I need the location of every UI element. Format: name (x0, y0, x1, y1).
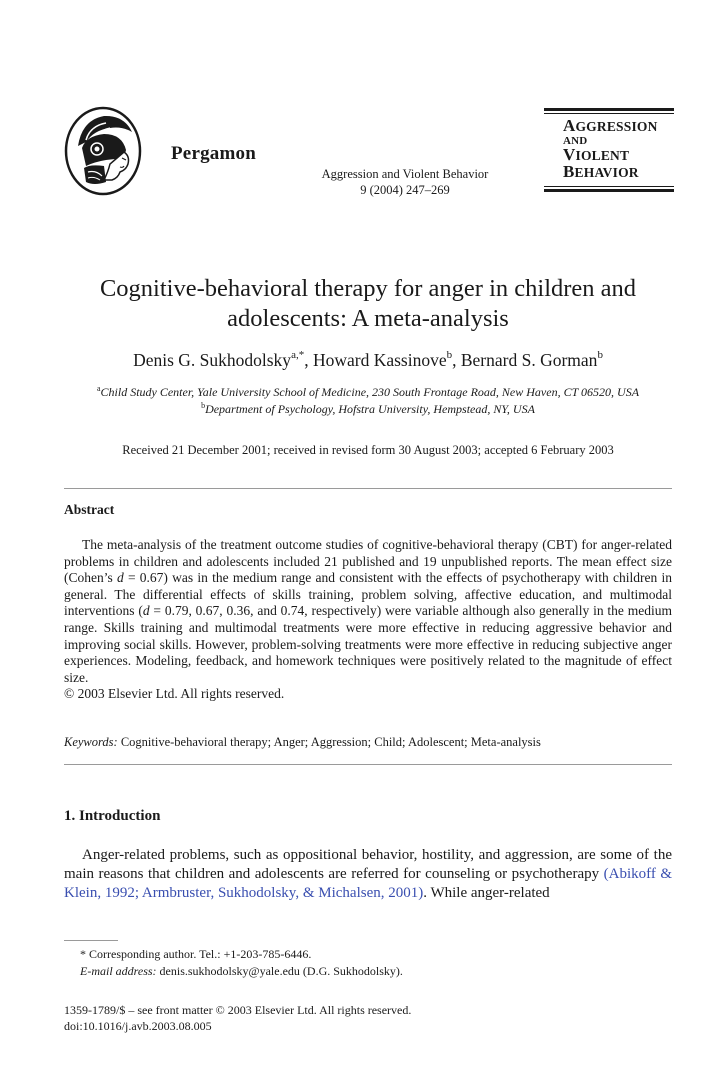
journal-logo-rule-top (544, 108, 674, 114)
email-label: E-mail address: (80, 964, 157, 978)
issn-line: 1359-1789/$ – see front matter © 2003 Elsevier Ltd. All rights reserved. (64, 1003, 412, 1017)
divider (64, 488, 672, 489)
article-title (40, 274, 696, 334)
introduction-text: . While anger-related (423, 885, 550, 902)
abstract-copyright: © 2003 Elsevier Ltd. All rights reserved. (64, 686, 285, 702)
author-affiliation-mark: b (597, 349, 603, 361)
journal-issue: 9 (2004) 247–269 (360, 183, 450, 197)
abstract-body (64, 537, 672, 703)
author-affiliation-mark: a,* (291, 349, 305, 361)
affiliation (40, 402, 696, 417)
citation-link[interactable]: (Abikoff & Klein, 1992; Armbruster, Sukhodolsky, & Michalsen, 2001) (64, 866, 673, 902)
publisher-name: Pergamon (171, 143, 256, 164)
doi-line: doi:10.1016/j.avb.2003.08.005 (64, 1019, 212, 1033)
author-affiliation-mark: b (446, 349, 453, 361)
affiliation-text: Child Study Center, Yale University School of Medicine, 230 South Frontage Road, New Haven, CT 06520, USA (100, 385, 640, 399)
author-name: Howard Kassinove (312, 350, 447, 370)
affiliation-mark: a (96, 384, 101, 393)
author-name: Denis G. Sukhodolsky (133, 350, 292, 370)
author-name: Bernard S. Gorman (460, 350, 598, 370)
journal-logo-cap: A (563, 116, 576, 135)
affiliation-mark: b (201, 401, 206, 410)
journal-logo-and: AND (563, 135, 588, 147)
introduction-body (64, 846, 672, 904)
publisher-logo (64, 106, 142, 196)
introduction-paragraph (64, 846, 672, 904)
journal-name: Aggression and Violent Behavior (321, 167, 489, 181)
journal-reference (300, 166, 510, 198)
effect-size-symbol: d (116, 570, 124, 586)
article-title-line: adolescents: A meta-analysis (227, 305, 509, 332)
section-heading: 1. Introduction (64, 808, 161, 824)
footnote-corresponding: * Corresponding author. Tel.: +1-203-785-6446. (80, 947, 312, 961)
author-separator: , (452, 350, 461, 370)
journal-logo-word: GGRESSION (575, 119, 658, 134)
abstract-text: = 0.79, 0.67, 0.36, and 0.74, respectively) were variable although also generally in the medium range. Skills training and multimodal treatments were more effective in reducing aggressive behavior and improving social skills. However, problem-solving treatments were more effective in reducing subjective anger experiences. Modeling, feedback, and homework techniques were positively related to the magnitude of effect size. (64, 603, 672, 685)
keywords-label: Keywords: (64, 735, 118, 749)
abstract-heading: Abstract (64, 502, 115, 517)
journal-logo-cap: B (563, 162, 575, 181)
journal-logo-cap: V (563, 145, 576, 164)
article-title-line: Cognitive-behavioral therapy for anger in children and (99, 275, 637, 302)
divider (64, 764, 672, 765)
footnote-divider (64, 940, 118, 941)
footer-info (64, 1002, 411, 1034)
introduction-text: Anger-related problems, such as oppositional behavior, hostility, and aggression, are some of the main reasons that children and adolescents are referred for counseling or psychotherapy (64, 847, 672, 883)
author-separator: , (304, 350, 313, 370)
affiliation (40, 385, 696, 400)
journal-logo (544, 108, 674, 196)
received-dates: Received 21 December 2001; received in revised form 30 August 2003; accepted 6 February 2003 (122, 443, 614, 457)
abstract-text: The meta-analysis of the treatment outcome studies of cognitive-behavioral therapy (CBT) for anger-related problems in children and adolescents included 21 published and 19 unpublished reports. The mean effect size (Cohen’s (64, 537, 672, 586)
effect-size-symbol: d (142, 603, 150, 619)
journal-logo-word: IOLENT (575, 148, 630, 163)
abstract-paragraph (64, 537, 672, 686)
email-value: denis.sukhodolsky@yale.edu (D.G. Sukhodolsky). (156, 964, 403, 978)
keywords-list: Cognitive-behavioral therapy; Anger; Aggression; Child; Adolescent; Meta-analysis (117, 735, 541, 749)
journal-logo-word: EHAVIOR (574, 165, 639, 180)
journal-logo-text (563, 118, 658, 181)
abstract-text: = 0.67) was in the medium range and consistent with the effects of psychotherapy with children in general. The differential effects of skills training, problem solving, affective education, and multimodal interventions ( (64, 570, 673, 619)
footnote-email (80, 964, 680, 979)
keywords (64, 735, 672, 750)
affiliation-text: Department of Psychology, Hofstra University, Hempstead, NY, USA (205, 402, 535, 416)
author-list (40, 350, 696, 371)
journal-logo-rule-bottom (544, 186, 674, 192)
